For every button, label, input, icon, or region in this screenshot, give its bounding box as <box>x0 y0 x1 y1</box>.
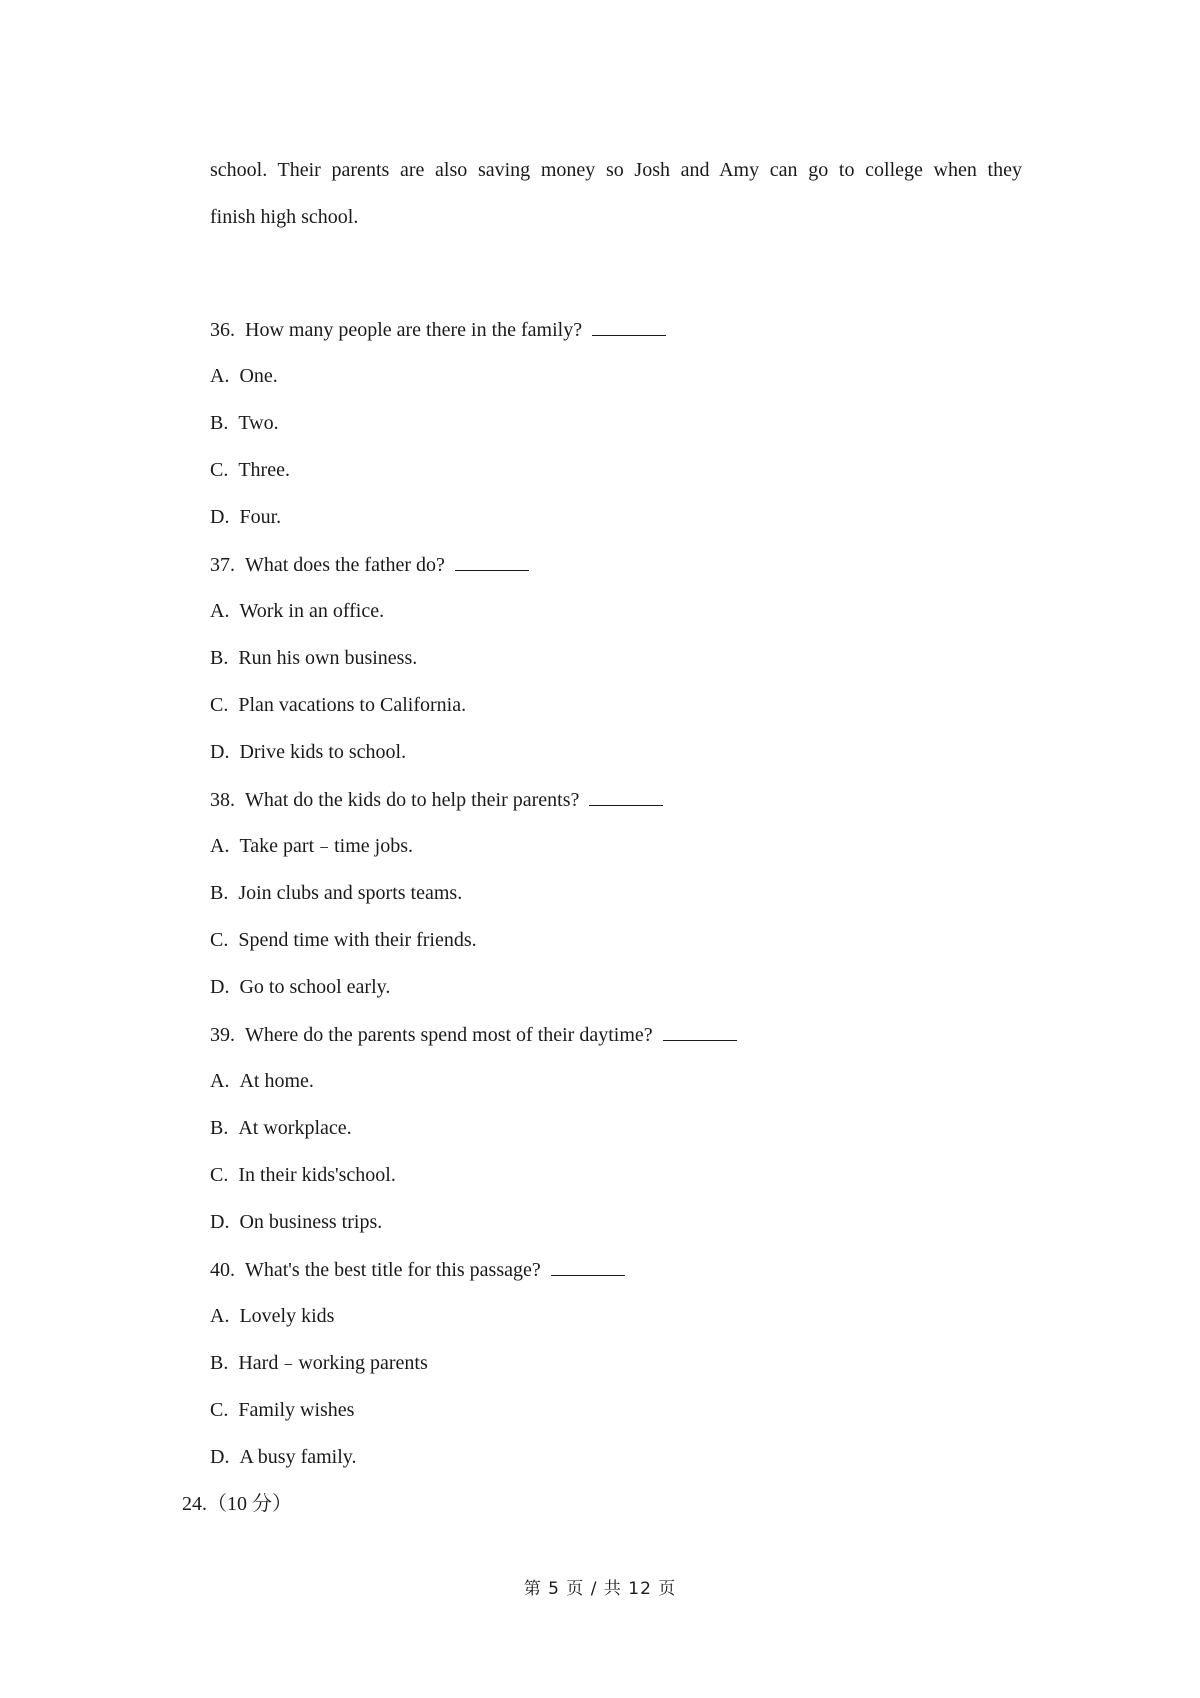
question-text: Where do the parents spend most of their daytime? <box>245 1024 653 1046</box>
option-text: Work in an office. <box>239 600 385 622</box>
option-text: Take part﹣time jobs. <box>239 835 414 857</box>
question-number: 40. <box>210 1259 235 1281</box>
option-37-c[interactable] <box>210 693 466 717</box>
option-text: Plan vacations to California. <box>238 694 467 716</box>
option-letter: C. <box>210 929 229 951</box>
option-text: In their kids'school. <box>238 1164 396 1186</box>
question-number: 36. <box>210 319 235 341</box>
answer-blank[interactable] <box>592 317 666 336</box>
option-letter: A. <box>210 835 230 857</box>
option-letter: B. <box>210 882 229 904</box>
section-heading: 24.（10 分） <box>182 1493 292 1515</box>
option-40-b[interactable] <box>210 1351 428 1375</box>
option-37-b[interactable] <box>210 646 417 670</box>
passage-line: finish high school. <box>210 206 359 228</box>
answer-blank[interactable] <box>551 1257 625 1276</box>
question-text: What does the father do? <box>245 554 445 576</box>
option-letter: A. <box>210 1305 230 1327</box>
option-letter: D. <box>210 506 230 528</box>
question-40 <box>210 1257 625 1282</box>
option-letter: C. <box>210 1164 229 1186</box>
option-text: At home. <box>239 1070 314 1092</box>
answer-blank[interactable] <box>455 552 529 571</box>
option-letter: A. <box>210 600 230 622</box>
option-letter: C. <box>210 694 229 716</box>
option-text: Drive kids to school. <box>239 741 407 763</box>
option-40-a[interactable] <box>210 1304 334 1328</box>
option-letter: D. <box>210 1211 230 1233</box>
option-39-a[interactable] <box>210 1069 314 1093</box>
option-letter: B. <box>210 647 229 669</box>
question-39 <box>210 1022 737 1047</box>
option-38-d[interactable] <box>210 975 390 999</box>
question-text: What's the best title for this passage? <box>245 1259 541 1281</box>
option-letter: C. <box>210 1399 229 1421</box>
question-36 <box>210 317 666 342</box>
option-37-a[interactable] <box>210 599 384 623</box>
option-38-a[interactable] <box>210 834 413 858</box>
option-text: At workplace. <box>238 1117 352 1139</box>
option-40-d[interactable] <box>210 1445 356 1469</box>
option-36-c[interactable] <box>210 458 290 482</box>
option-39-d[interactable] <box>210 1210 382 1234</box>
option-37-d[interactable] <box>210 740 406 764</box>
option-36-b[interactable] <box>210 411 279 435</box>
option-text: On business trips. <box>239 1211 383 1233</box>
option-letter: B. <box>210 1352 229 1374</box>
option-letter: A. <box>210 1070 230 1092</box>
option-text: A busy family. <box>239 1446 357 1468</box>
option-text: Four. <box>239 506 282 528</box>
option-40-c[interactable] <box>210 1398 354 1422</box>
page-footer: 第 5 页 / 共 12 页 <box>523 1579 677 1599</box>
option-text: One. <box>239 365 278 387</box>
question-number: 39. <box>210 1024 235 1046</box>
option-text: Family wishes <box>238 1399 355 1421</box>
question-text: What do the kids do to help their parents? <box>245 789 580 811</box>
option-text: Lovely kids <box>239 1305 335 1327</box>
option-39-c[interactable] <box>210 1163 396 1187</box>
question-37 <box>210 552 529 577</box>
option-36-d[interactable] <box>210 505 281 529</box>
option-letter: D. <box>210 741 230 763</box>
option-38-b[interactable] <box>210 881 462 905</box>
question-number: 37. <box>210 554 235 576</box>
answer-blank[interactable] <box>663 1022 737 1041</box>
option-text: Go to school early. <box>239 976 391 998</box>
option-39-b[interactable] <box>210 1116 352 1140</box>
option-letter: B. <box>210 1117 229 1139</box>
option-text: Spend time with their friends. <box>238 929 477 951</box>
option-text: Three. <box>238 459 290 481</box>
question-number: 38. <box>210 789 235 811</box>
option-letter: D. <box>210 1446 230 1468</box>
option-text: Two. <box>238 412 279 434</box>
option-letter: B. <box>210 412 229 434</box>
option-38-c[interactable] <box>210 928 477 952</box>
answer-blank[interactable] <box>589 787 663 806</box>
option-letter: D. <box>210 976 230 998</box>
passage-line: school. Their parents are also saving money so Josh and Amy can go to college when they <box>210 159 1022 181</box>
option-text: Join clubs and sports teams. <box>238 882 463 904</box>
question-text: How many people are there in the family? <box>245 319 583 341</box>
option-letter: A. <box>210 365 230 387</box>
option-36-a[interactable] <box>210 364 278 388</box>
question-38 <box>210 787 663 812</box>
option-text: Run his own business. <box>238 647 418 669</box>
option-text: Hard﹣working parents <box>238 1352 428 1374</box>
option-letter: C. <box>210 459 229 481</box>
